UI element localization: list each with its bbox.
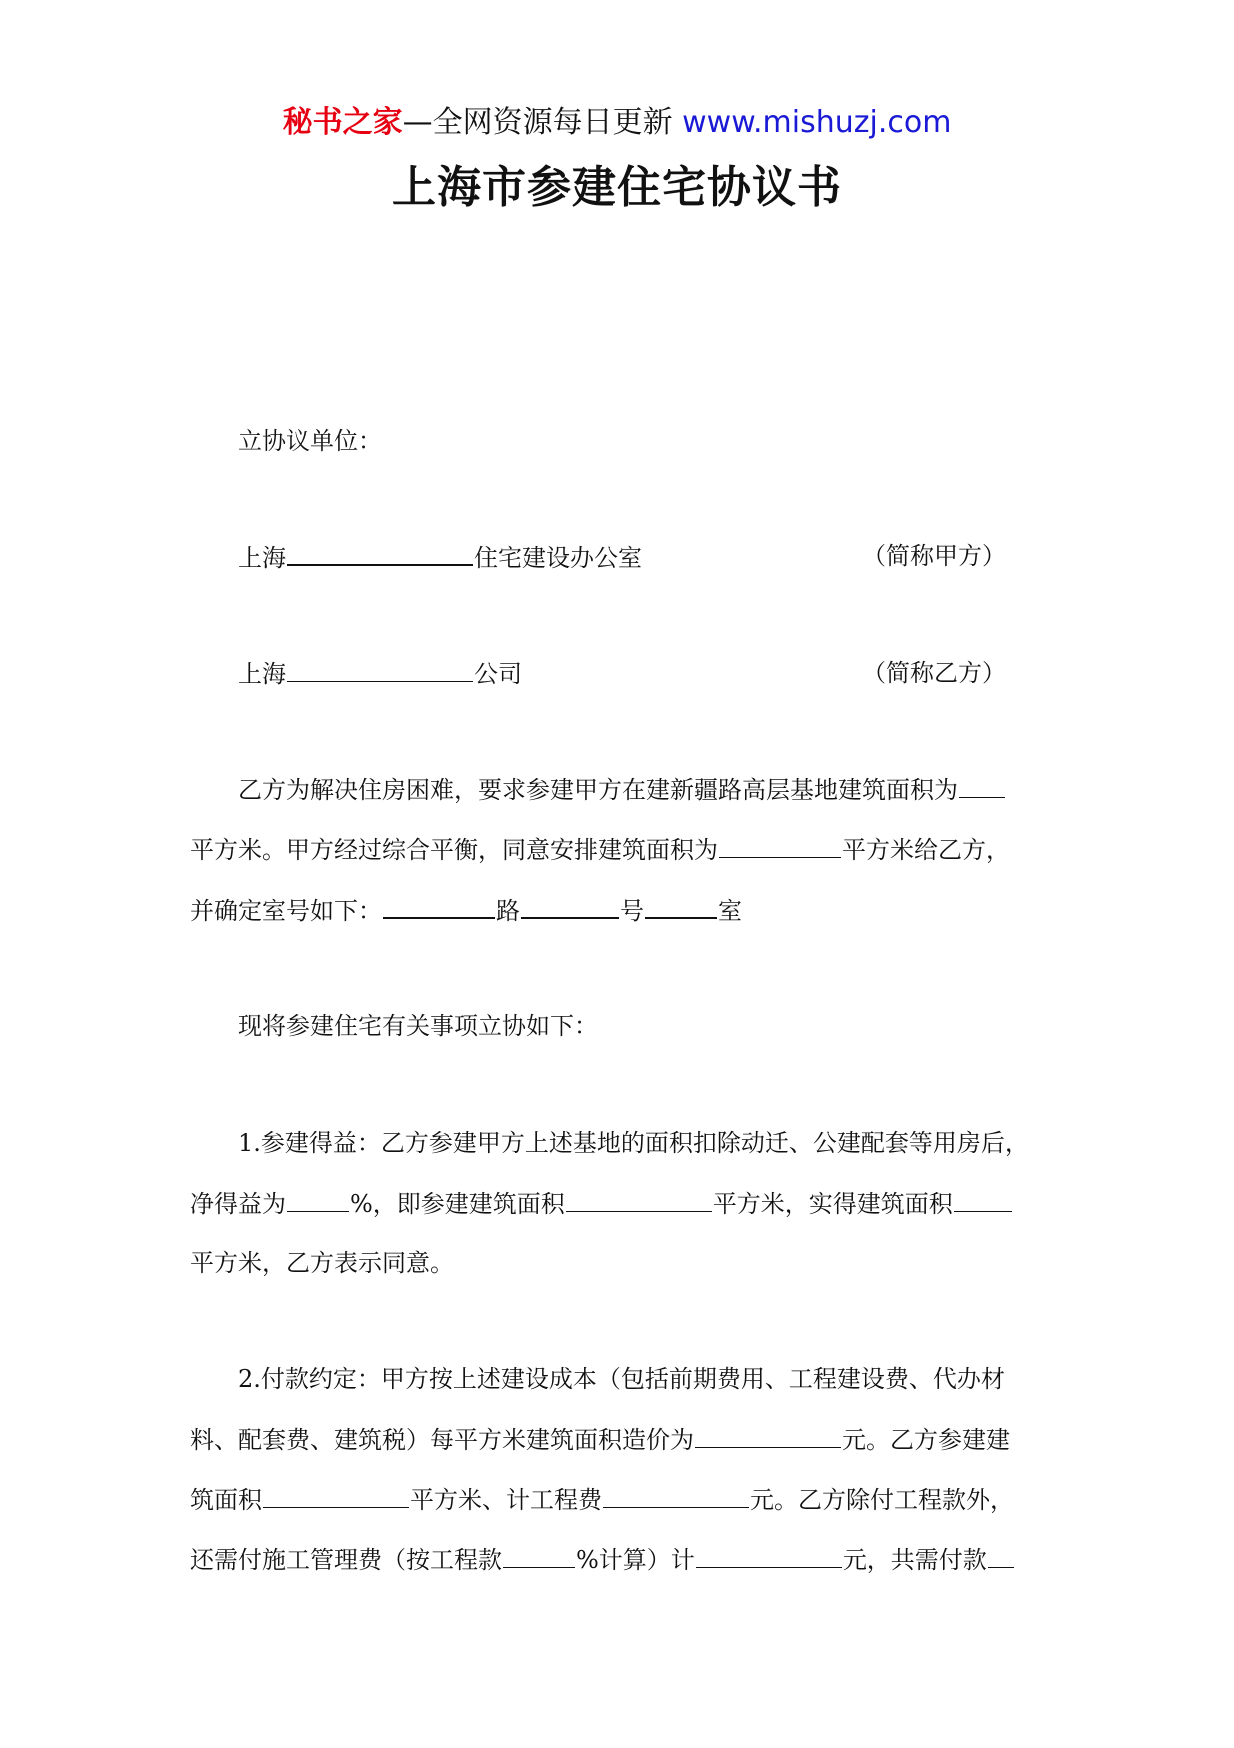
actual-area-blank[interactable] [954,1187,1012,1212]
clause1-line-1: 1.参建得益：乙方参建甲方上述基地的面积扣除动迁、公建配套等用房后， [238,1129,1029,1157]
lead-text: 现将参建住宅有关事项立协如下： [238,1012,598,1040]
intro-line-2 [190,833,1050,866]
management-fee-blank[interactable] [696,1543,842,1568]
document-title: 上海市参建住宅协议书 [392,162,842,213]
party-b-blank[interactable] [287,657,473,682]
clause2-line-2 [190,1423,1050,1456]
building-area-blank[interactable] [263,1483,409,1508]
participating-area-blank[interactable] [566,1187,712,1212]
clause1-line-3: 平方米，乙方表示同意。 [190,1249,454,1277]
party-b-note: （简称乙方） [862,659,1006,687]
intro-text-3a: 并确定室号如下： [190,897,382,925]
party-b-suffix: 公司 [474,660,522,688]
intro-line-1 [238,773,1098,806]
engineering-fee-blank[interactable] [603,1483,749,1508]
unit-price-blank[interactable] [695,1423,841,1448]
intro-text-1: 乙方为解决住房困难，要求参建甲方在建新疆路高层基地建筑面积为 [238,776,958,804]
site-header [0,103,1234,143]
intro-line-3 [190,893,1050,927]
clause1-text-2c: 平方米，实得建筑面积 [712,1190,953,1218]
site-url-link[interactable]: www.mishuzj.com [682,105,952,140]
intro-text-3b: 路 [496,897,520,925]
parties-label: 立协议单位： [238,427,382,455]
intro-text-3c: 号 [620,897,644,925]
clause2-text-2a: 料、配套费、建筑税）每平方米建筑面积造价为 [190,1426,694,1454]
room-blank[interactable] [645,893,717,919]
clause2-line-1: 2.付款约定：甲方按上述建设成本（包括前期费用、工程建设费、代办材 [238,1365,1005,1393]
clause2-text-2b: 元。乙方参建建 [842,1426,1010,1454]
clause1-text-2a: 净得益为 [190,1190,286,1218]
total-payment-blank[interactable] [988,1543,1014,1568]
site-slogan: —全网资源每日更新 [402,105,673,140]
clause2-text-4a: 还需付施工管理费（按工程款 [190,1546,502,1574]
management-percent-blank[interactable] [503,1543,575,1568]
clause1-line-2 [190,1187,1050,1220]
site-brand: 秘书之家 [282,105,403,140]
clause1-text-2b: %，即参建建筑面积 [350,1190,565,1218]
clause2-text-4c: 元，共需付款 [842,1546,987,1574]
clause2-text-4b: %计算）计 [576,1546,695,1574]
intro-text-2b: 平方米给乙方， [842,836,1010,864]
number-blank[interactable] [521,893,619,919]
party-a-blank[interactable] [287,540,473,566]
allocated-area-blank[interactable] [719,833,841,858]
intro-text-3d: 室 [718,897,742,925]
party-a-suffix: 住宅建设办公室 [474,544,642,572]
road-blank[interactable] [383,893,495,919]
clause2-text-3a: 筑面积 [190,1486,262,1514]
clause2-text-3b: 平方米、计工程费 [410,1486,602,1514]
net-gain-percent-blank[interactable] [287,1187,349,1212]
intro-text-2a: 平方米。甲方经过综合平衡，同意安排建筑面积为 [190,836,718,864]
party-b-prefix: 上海 [238,660,286,688]
clause2-line-4 [190,1543,1050,1576]
party-a-note: （简称甲方） [862,542,1006,570]
clause2-line-3 [190,1483,1050,1516]
party-a-prefix: 上海 [238,544,286,572]
total-area-blank[interactable] [959,773,1005,798]
clause2-text-3c: 元。乙方除付工程款外， [750,1486,1014,1514]
